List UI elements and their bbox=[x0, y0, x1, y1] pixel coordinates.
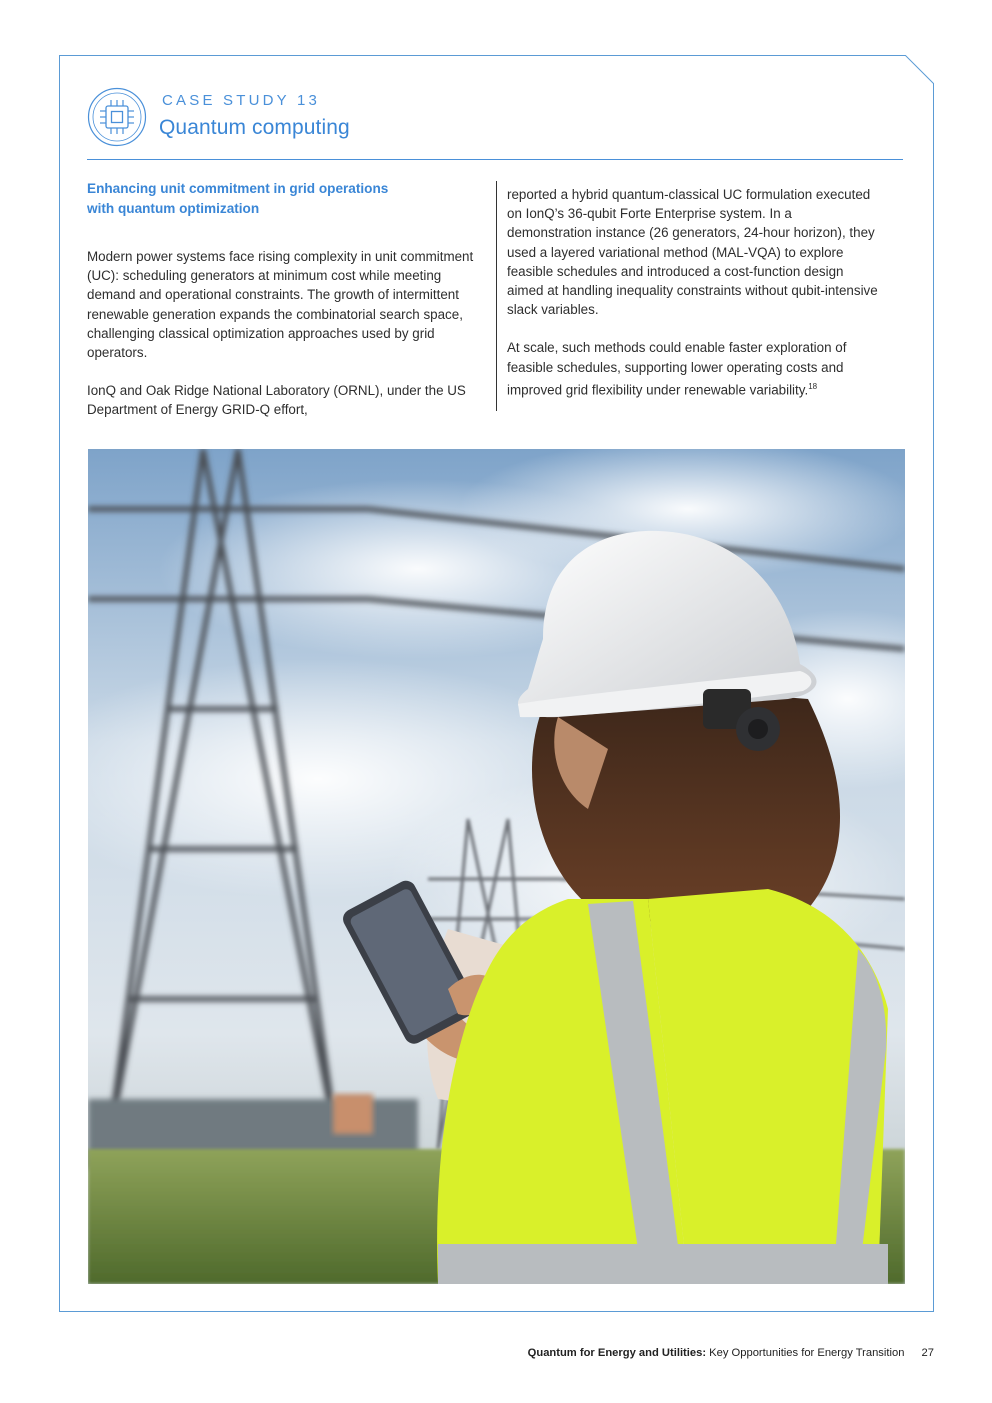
column-divider bbox=[496, 181, 497, 411]
paragraph-at-scale-text: At scale, such methods could enable faster exploration of feasible schedules, supporting lower operating costs and improved grid flexibility under renewable variability. bbox=[507, 340, 847, 398]
article-subheading bbox=[87, 179, 479, 219]
right-column bbox=[507, 185, 879, 419]
paragraph-intro: Modern power systems face rising complexity in unit commitment (UC): scheduling generators at minimum cost while meeting demand and operational constraints. The growth of intermittent renewable generation expands the combinatorial search space, challenging classical optimization approaches used by grid operators. bbox=[87, 249, 474, 361]
footer-report-subtitle: Key Opportunities for Energy Transition bbox=[709, 1347, 905, 1359]
paragraph-hybrid-formulation: reported a hybrid quantum-classical UC formulation executed on IonQ’s 36-qubit Forte Enterprise system. In a demonstration instance (26 generators, 24-hour horizon), they used a layered variational method (MAL-VQA) to explore feasible schedules and introduced a cost-function design aimed at handling inequality constraints without qubit-intensive slack variables. bbox=[507, 187, 878, 318]
footer-report-title: Quantum for Energy and Utilities: bbox=[527, 1347, 707, 1359]
subheading-line-1: Enhancing unit commitment in grid operations bbox=[87, 181, 389, 196]
paragraph-ionq-ornl: IonQ and Oak Ridge National Laboratory (ORNL), under the US Department of Energy GRID-Q effort, bbox=[87, 383, 466, 418]
header-divider bbox=[87, 159, 903, 160]
photo-engineer-power-lines bbox=[88, 449, 905, 1284]
page-number: 27 bbox=[921, 1347, 934, 1359]
subheading-line-2: with quantum optimization bbox=[87, 201, 260, 216]
page-title: Quantum computing bbox=[159, 116, 350, 139]
paragraph-at-scale bbox=[507, 338, 879, 399]
quantum-chip-icon bbox=[87, 87, 147, 147]
page-footer bbox=[528, 1347, 934, 1359]
footnote-reference: 18 bbox=[808, 381, 818, 391]
photo-illustration bbox=[88, 449, 905, 1284]
left-column bbox=[87, 179, 479, 439]
case-study-label: CASE STUDY 13 bbox=[162, 92, 321, 109]
